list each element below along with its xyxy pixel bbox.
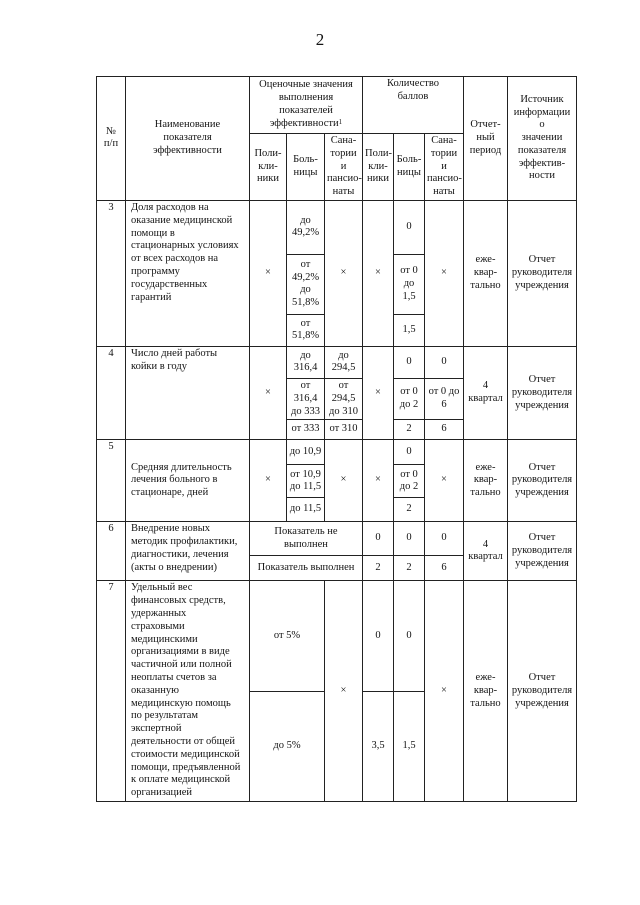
row7-value-2: до 5%	[250, 691, 325, 801]
row3-target-hospitals-2: от 49,2% до 51,8%	[287, 254, 325, 314]
row7-num: 7	[97, 581, 126, 802]
row6-value-met: Показатель выполнен	[250, 556, 363, 581]
row5-target-hospitals-2: от 10,9 до 11,5	[287, 465, 325, 498]
row6-points-polyclinics-2: 2	[363, 556, 394, 581]
row6-source: Отчет руководителя учреждения	[508, 522, 577, 581]
row7-points-polyclinics-1: 0	[363, 581, 394, 691]
row4-target-sanatoria-2: от 294,5 до 310	[325, 378, 363, 419]
row7-period: еже- квар- тально	[464, 581, 508, 802]
row5-name: Средняя длительность лечения больного в стационаре, дней	[126, 440, 250, 522]
row3-points-polyclinics: ×	[363, 200, 394, 346]
row3-target-polyclinics: ×	[250, 200, 287, 346]
efficiency-indicators-table	[96, 76, 577, 802]
row7-points-hospitals-1: 0	[394, 581, 425, 691]
row5-points-hospitals-2: от 0 до 2	[394, 465, 425, 498]
row6-points-hospitals-1: 0	[394, 522, 425, 556]
row4-points-hospitals-3: 2	[394, 420, 425, 440]
row5-target-polyclinics: ×	[250, 440, 287, 522]
row7-points-hospitals-2: 1,5	[394, 691, 425, 801]
footnote-mark: 1	[338, 117, 343, 126]
row3-points-sanatoria: ×	[425, 200, 464, 346]
row5-points-polyclinics: ×	[363, 440, 394, 522]
header-num: № п/п	[97, 77, 126, 201]
row4-target-hospitals-3: от 333	[287, 420, 325, 440]
row5-source: Отчет руководителя учреждения	[508, 440, 577, 522]
row3-points-hospitals-2: от 0 до 1,5	[394, 254, 425, 314]
header-source: Источник информации о значении показателя эффектив- ности	[508, 77, 577, 201]
row5-num: 5	[97, 440, 126, 522]
header-target-group-text: Оценочные значения выполнения показателей эффективности	[259, 79, 353, 129]
row7-source: Отчет руководителя учреждения	[508, 581, 577, 802]
row6-points-sanatoria-2: 6	[425, 556, 464, 581]
row3-points-hospitals-1: 0	[394, 200, 425, 254]
row4-target-polyclinics: ×	[250, 346, 287, 439]
row3-num: 3	[97, 200, 126, 346]
row4-points-hospitals-1: 0	[394, 346, 425, 378]
row5-target-hospitals-3: до 11,5	[287, 498, 325, 522]
page-number: 2	[315, 30, 325, 49]
row3-target-sanatoria: ×	[325, 200, 363, 346]
header-points-polyclinics: Поли- кли- ники	[363, 134, 394, 201]
header-target-polyclinics: Поли- кли- ники	[250, 134, 287, 201]
row4-points-polyclinics: ×	[363, 346, 394, 439]
row4-num: 4	[97, 346, 126, 439]
header-period: Отчет- ный период	[464, 77, 508, 201]
row3-target-hospitals-3: от 51,8%	[287, 314, 325, 346]
row6-period: 4 квартал	[464, 522, 508, 581]
row7-points-polyclinics-2: 3,5	[363, 691, 394, 801]
row6-value-not-met: Показатель не выполнен	[250, 522, 363, 556]
row5-points-sanatoria: ×	[425, 440, 464, 522]
header-points-group: Количество баллов	[363, 77, 464, 134]
row4-name: Число дней работы койки в году	[126, 346, 250, 439]
header-points-hospitals: Боль- ницы	[394, 134, 425, 201]
row7-points-sanatoria: ×	[425, 581, 464, 802]
row3-target-hospitals-1: до 49,2%	[287, 200, 325, 254]
header-points-sanatoria: Сана- тории и пансио- наты	[425, 134, 464, 201]
row4-target-sanatoria-3: от 310	[325, 420, 363, 440]
row4-target-hospitals-2: от 316,4 до 333	[287, 378, 325, 419]
row5-target-hospitals-1: до 10,9	[287, 440, 325, 465]
row6-points-polyclinics-1: 0	[363, 522, 394, 556]
row4-points-sanatoria-3: 6	[425, 420, 464, 440]
row7-name: Удельный вес финансовых средств, удержанных страховыми медицинскими организациями в виде частичной или полной неоплаты счетов за оказанную медицинскую помощь по результатам экспертной деятельности от общей стоимости медицинской помощи, предъявленной к оплате медицинской организацией	[126, 581, 250, 802]
row3-name: Доля расходов на оказание медицинской помощи в стационарных условиях от всех расходов на программу государственных гарантий	[126, 200, 250, 346]
row4-target-sanatoria-1: до 294,5	[325, 346, 363, 378]
row4-points-sanatoria-1: 0	[425, 346, 464, 378]
row4-points-sanatoria-2: от 0 до 6	[425, 378, 464, 419]
row3-period: еже- квар- тально	[464, 200, 508, 346]
row5-points-hospitals-3: 2	[394, 498, 425, 522]
row4-points-hospitals-2: от 0 до 2	[394, 378, 425, 419]
row3-points-hospitals-3: 1,5	[394, 314, 425, 346]
row6-num: 6	[97, 522, 126, 581]
header-target-sanatoria: Сана- тории и пансио- наты	[325, 134, 363, 201]
row6-points-hospitals-2: 2	[394, 556, 425, 581]
row6-points-sanatoria-1: 0	[425, 522, 464, 556]
row4-target-hospitals-1: до 316,4	[287, 346, 325, 378]
row7-value-1: от 5%	[250, 581, 325, 691]
header-target-group	[250, 77, 363, 134]
row4-period: 4 квартал	[464, 346, 508, 439]
header-name: Наименование показателя эффективности	[126, 77, 250, 201]
row5-period: еже- квар- тально	[464, 440, 508, 522]
row3-source: Отчет руководителя учреждения	[508, 200, 577, 346]
row7-target-sanatoria: ×	[325, 581, 363, 802]
row4-source: Отчет руководителя учреждения	[508, 346, 577, 439]
row5-target-sanatoria: ×	[325, 440, 363, 522]
header-target-hospitals: Боль- ницы	[287, 134, 325, 201]
row6-name: Внедрение новых методик профилактики, диагностики, лечения (акты о внедрении)	[126, 522, 250, 581]
row5-points-hospitals-1: 0	[394, 440, 425, 465]
